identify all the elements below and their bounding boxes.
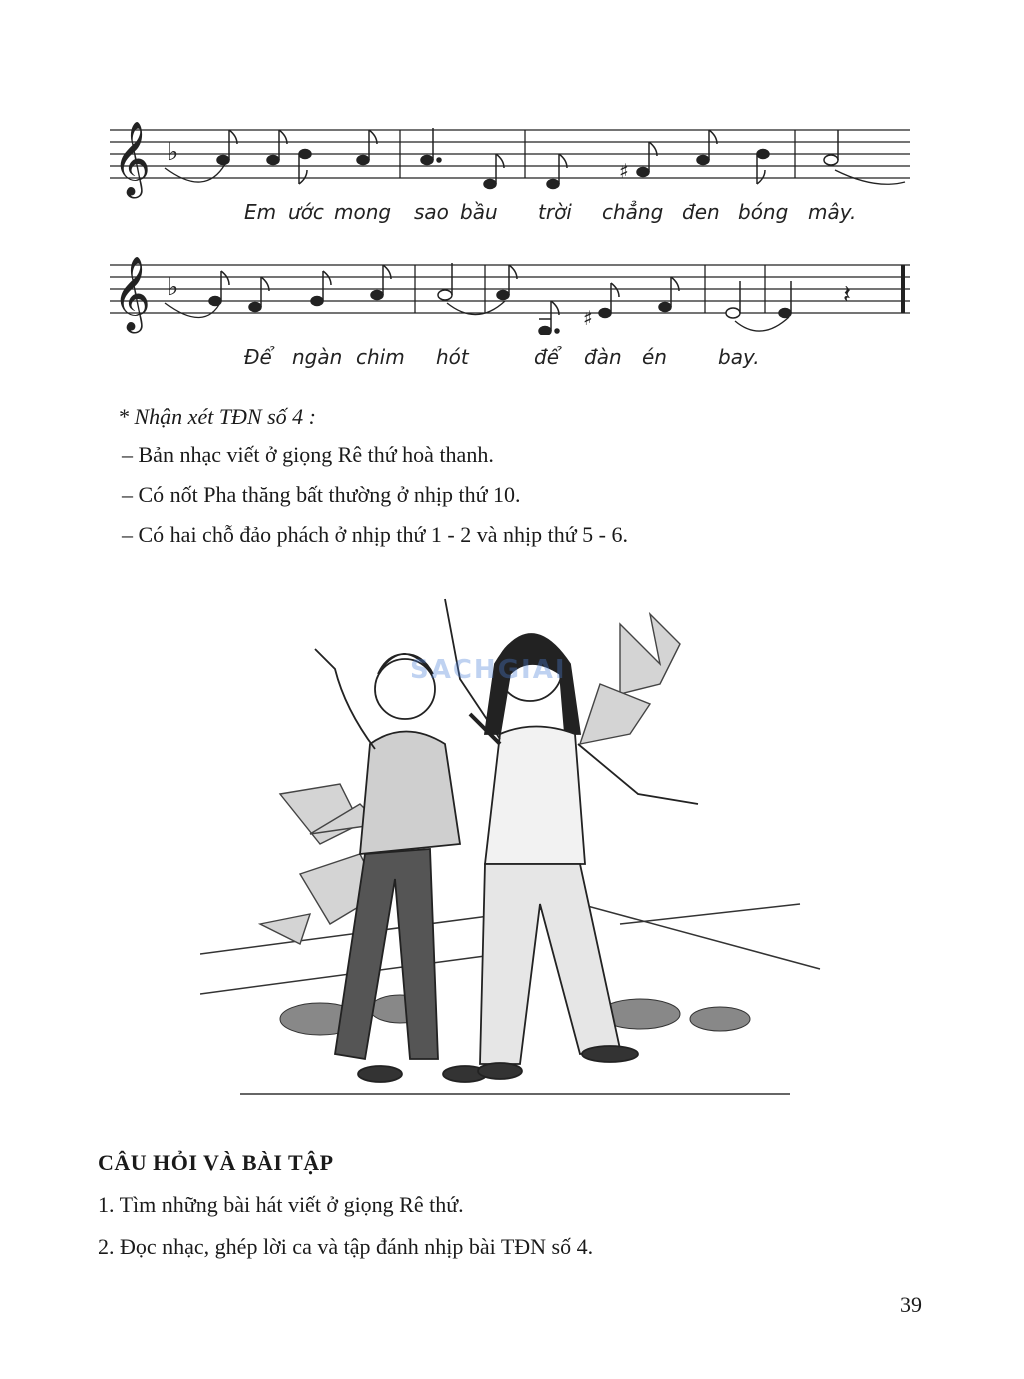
lyric-word: bầu xyxy=(460,200,498,224)
lyric-word: Để xyxy=(244,345,272,369)
lyric-word: ước xyxy=(288,200,324,224)
questions-heading: CÂU HỎI VÀ BÀI TẬP xyxy=(98,1150,334,1175)
observation-notes xyxy=(98,404,858,562)
treble-clef-icon: 𝄞 xyxy=(113,122,151,196)
lyric-word: trời xyxy=(538,200,572,224)
lyric-word: Em xyxy=(244,200,277,224)
lyric-word: chẳng xyxy=(602,200,664,224)
lyric-word: sao xyxy=(414,200,449,224)
sharp-sign-icon: ♯ xyxy=(619,159,629,183)
lyric-line-2 xyxy=(0,345,1024,375)
notes-title: * Nhận xét TĐN số 4 : xyxy=(118,404,316,429)
lyric-word: én xyxy=(642,345,667,369)
flat-sign-icon: ♭ xyxy=(167,138,179,166)
lyric-word: hót xyxy=(436,345,469,369)
lyric-line-1 xyxy=(0,200,1024,230)
lyric-word: bay. xyxy=(718,345,760,369)
singing-girls-illustration xyxy=(200,574,825,1104)
lyric-word: bóng xyxy=(738,200,789,224)
lyric-word: để xyxy=(534,345,559,369)
sharp-sign-icon: ♯ xyxy=(583,306,593,330)
note-item: – Có nốt Pha thăng bất thường ở nhịp thứ 10. xyxy=(122,482,521,507)
lyric-word: mây. xyxy=(808,200,857,224)
music-staff-1 xyxy=(105,110,915,200)
quarter-rest-icon: 𝄽 xyxy=(843,280,851,310)
lyric-word: ngàn xyxy=(292,345,343,369)
lyric-word: đàn xyxy=(584,345,622,369)
flat-sign-icon: ♭ xyxy=(167,273,179,301)
note-item: – Bản nhạc viết ở giọng Rê thứ hoà thanh. xyxy=(122,442,494,467)
question-item: 2. Đọc nhạc, ghép lời ca và tập đánh nhịp bài TĐN số 4. xyxy=(98,1234,594,1259)
question-item: 1. Tìm những bài hát viết ở giọng Rê thứ. xyxy=(98,1192,464,1217)
treble-clef-icon: 𝄞 xyxy=(113,257,151,331)
lyric-word: mong xyxy=(334,200,392,224)
lyric-word: chim xyxy=(356,345,405,369)
watermark-logo: SACHGIAI xyxy=(410,655,567,685)
note-item: – Có hai chỗ đảo phách ở nhịp thứ 1 - 2 và nhịp thứ 5 - 6. xyxy=(122,522,628,547)
page-number: 39 xyxy=(900,1292,922,1317)
music-staff-2 xyxy=(105,245,915,335)
lyric-word: đen xyxy=(682,200,720,224)
